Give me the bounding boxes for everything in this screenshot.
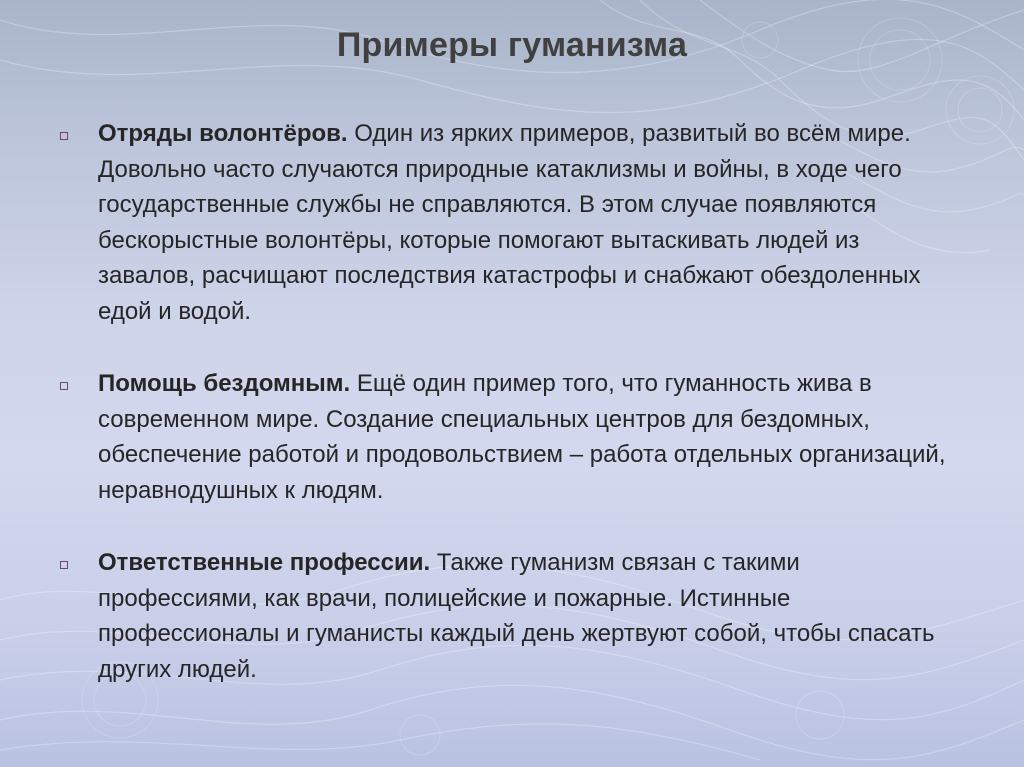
item-text: Также гуманизм связан с такими профессиями, как врачи, полицейские и пожарные. Истинные профессионалы и гуманисты каждый день жертвуют собой, чтобы спасать других людей.: [98, 549, 935, 683]
hollow-square-bullet-icon: [60, 382, 68, 390]
list-item: [60, 545, 960, 687]
item-heading: Ответственные профессии.: [98, 549, 431, 576]
item-text: Один из ярких примеров, развитый во всём мире. Довольно часто случаются природные катаклизмы и войны, в ходе чего государственные службы не справляются. В этом случае появляются бескорыстные волонтёры, которые помогают вытаскивать людей из завалов, расчищают последствия катастрофы и снабжают обездоленных едой и водой.: [98, 120, 921, 325]
hollow-square-bullet-icon: [60, 561, 68, 569]
item-text: Ещё один пример того, что гуманность жива в современном мире. Создание специальных центров для бездомных, обеспечение работой и продовольствием – работа отдельных организаций, неравнодушных к людям.: [98, 370, 946, 504]
item-heading: Отряды волонтёров.: [98, 120, 348, 147]
hollow-square-bullet-icon: [60, 132, 68, 140]
item-heading: Помощь бездомным.: [98, 370, 351, 397]
list-item: [60, 116, 960, 329]
bullet-list: [60, 116, 960, 687]
list-item: [60, 366, 960, 508]
page-title: Примеры гуманизма: [336, 26, 688, 64]
